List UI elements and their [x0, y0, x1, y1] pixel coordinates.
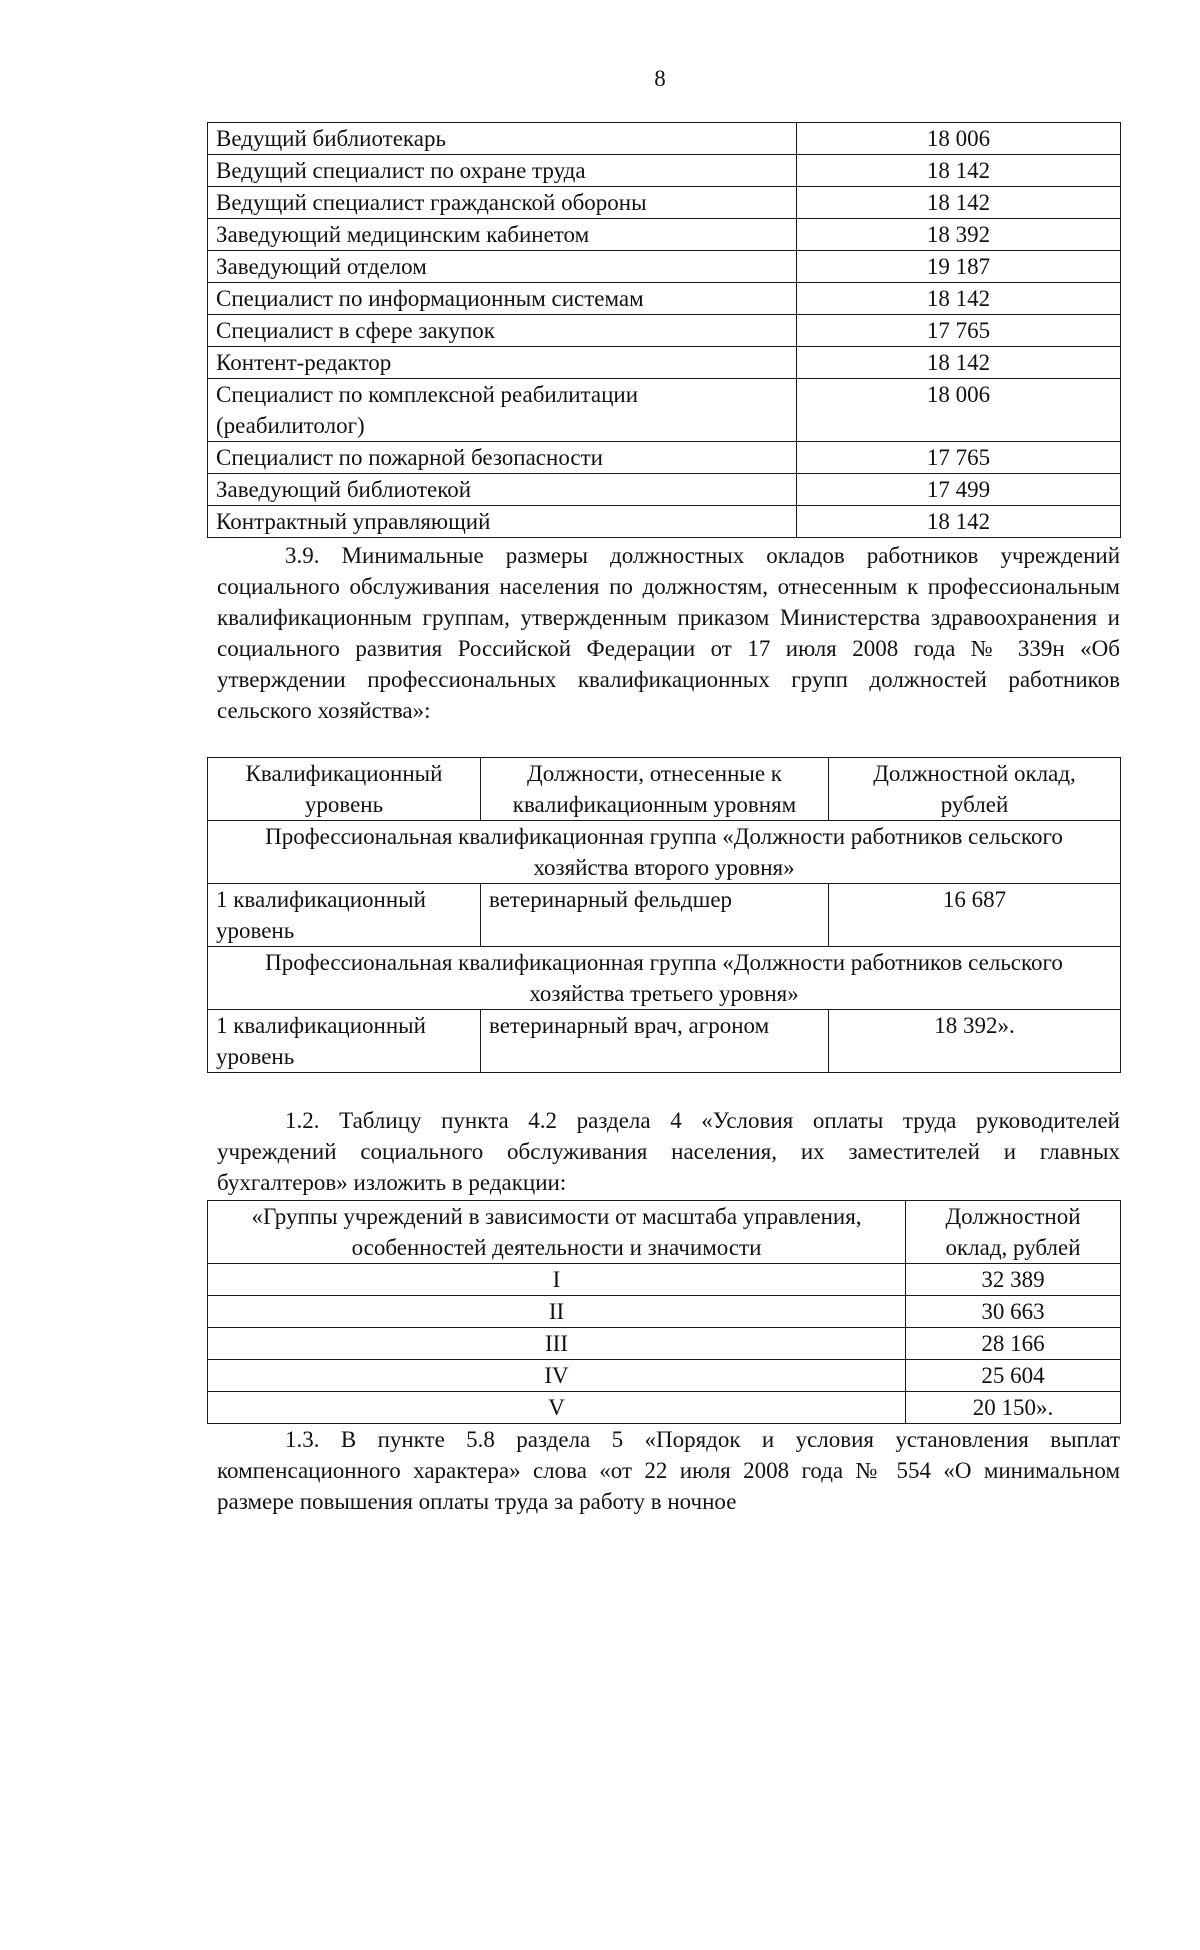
salary-value: 17 765 [797, 442, 1121, 474]
table-row [208, 251, 1121, 283]
position-title: Заведующий медицинским кабинетом [208, 219, 797, 251]
group-cell: III [208, 1328, 906, 1360]
table-row [208, 474, 1121, 506]
group-row [208, 947, 1121, 1010]
position-title: Контент-редактор [208, 347, 797, 379]
header-positions: Должности, отнесенные к квалификационным уровням [481, 758, 829, 821]
table-row [208, 442, 1121, 474]
position-title: Заведующий отделом [208, 251, 797, 283]
position-title: Заведующий библиотекой [208, 474, 797, 506]
positions-cell: ветеринарный врач, агроном [481, 1010, 829, 1073]
position-title: Ведущий специалист гражданской обороны [208, 187, 797, 219]
group-row [208, 821, 1121, 884]
group-cell: V [208, 1392, 906, 1424]
header-salary: Должностной оклад, рублей [829, 758, 1121, 821]
salary-value: 18 392». [829, 1010, 1121, 1073]
salary-value: 18 392 [797, 219, 1121, 251]
table-row [208, 884, 1121, 947]
salary-value: 28 166 [906, 1328, 1121, 1360]
position-title: Ведущий библиотекарь [208, 123, 797, 155]
group-cell: II [208, 1296, 906, 1328]
group-cell: I [208, 1264, 906, 1296]
table-row [208, 283, 1121, 315]
institution-groups-table [207, 1200, 1121, 1424]
positions-salary-table [207, 122, 1121, 538]
table-row [208, 347, 1121, 379]
salary-value: 18 142 [797, 187, 1121, 219]
group-cell: IV [208, 1360, 906, 1392]
table-row [208, 1360, 1121, 1392]
salary-value: 18 142 [797, 506, 1121, 538]
table-row [208, 379, 1121, 442]
position-title: Специалист по информационным системам [208, 283, 797, 315]
position-title: Специалист по пожарной безопасности [208, 442, 797, 474]
paragraph-1-2: 1.2. Таблицу пункта 4.2 раздела 4 «Условия оплаты труда руководителей учреждений социального обслуживания населения, их заместителей и главных бухгалтеров» изложить в редакции: [217, 1108, 1120, 1195]
salary-value: 20 150». [906, 1392, 1121, 1424]
table-row [208, 506, 1121, 538]
salary-value: 18 006 [797, 123, 1121, 155]
paragraph-1-3: 1.3. В пункте 5.8 раздела 5 «Порядок и условия установления выплат компенсационного характера» слова «от 22 июля 2008 года № 554 «О минимальном размере повышения оплаты труда за работу в ночное [217, 1427, 1120, 1514]
salary-value: 18 142 [797, 347, 1121, 379]
salary-value: 18 006 [797, 379, 1121, 442]
table-row [208, 1328, 1121, 1360]
salary-value: 25 604 [906, 1360, 1121, 1392]
table-row [208, 187, 1121, 219]
level-cell: 1 квалификационный уровень [208, 1010, 481, 1073]
salary-value: 18 142 [797, 283, 1121, 315]
table-row [208, 1010, 1121, 1073]
agriculture-qualification-table [207, 757, 1121, 1073]
header-level: Квалификационный уровень [208, 758, 481, 821]
table-row [208, 315, 1121, 347]
table-row [208, 123, 1121, 155]
group-title: Профессиональная квалификационная группа «Должности работников сельского хозяйства второго уровня» [208, 821, 1121, 884]
salary-value: 30 663 [906, 1296, 1121, 1328]
header-group: «Группы учреждений в зависимости от масштаба управления, особенностей деятельности и значимости [208, 1201, 906, 1264]
salary-value: 16 687 [829, 884, 1121, 947]
level-cell: 1 квалификационный уровень [208, 884, 481, 947]
salary-value: 32 389 [906, 1264, 1121, 1296]
salary-value: 17 765 [797, 315, 1121, 347]
position-title: Специалист в сфере закупок [208, 315, 797, 347]
table-row [208, 1296, 1121, 1328]
table-header-row [208, 1201, 1121, 1264]
salary-value: 18 142 [797, 155, 1121, 187]
position-title: Ведущий специалист по охране труда [208, 155, 797, 187]
table-row [208, 219, 1121, 251]
table-row [208, 1392, 1121, 1424]
position-title: Специалист по комплексной реабилитации (реабилитолог) [208, 379, 797, 442]
salary-value: 19 187 [797, 251, 1121, 283]
page-number: 8 [654, 66, 666, 91]
paragraph-3-9: 3.9. Минимальные размеры должностных окладов работников учреждений социального обслуживания населения по должностям, отнесенным к профессиональным квалификационным группам, утвержденным приказом Министерства здравоохранения и социального развития Российской Федерации от 17 июля 2008 года № 339н «Об утверждении профессиональных квалификационных групп должностей работников сельского хозяйства»: [217, 543, 1120, 723]
group-title: Профессиональная квалификационная группа «Должности работников сельского хозяйства третьего уровня» [208, 947, 1121, 1010]
header-salary: Должностной оклад, рублей [906, 1201, 1121, 1264]
table-row [208, 1264, 1121, 1296]
positions-cell: ветеринарный фельдшер [481, 884, 829, 947]
table-row [208, 155, 1121, 187]
salary-value: 17 499 [797, 474, 1121, 506]
table-header-row [208, 758, 1121, 821]
position-title: Контрактный управляющий [208, 506, 797, 538]
